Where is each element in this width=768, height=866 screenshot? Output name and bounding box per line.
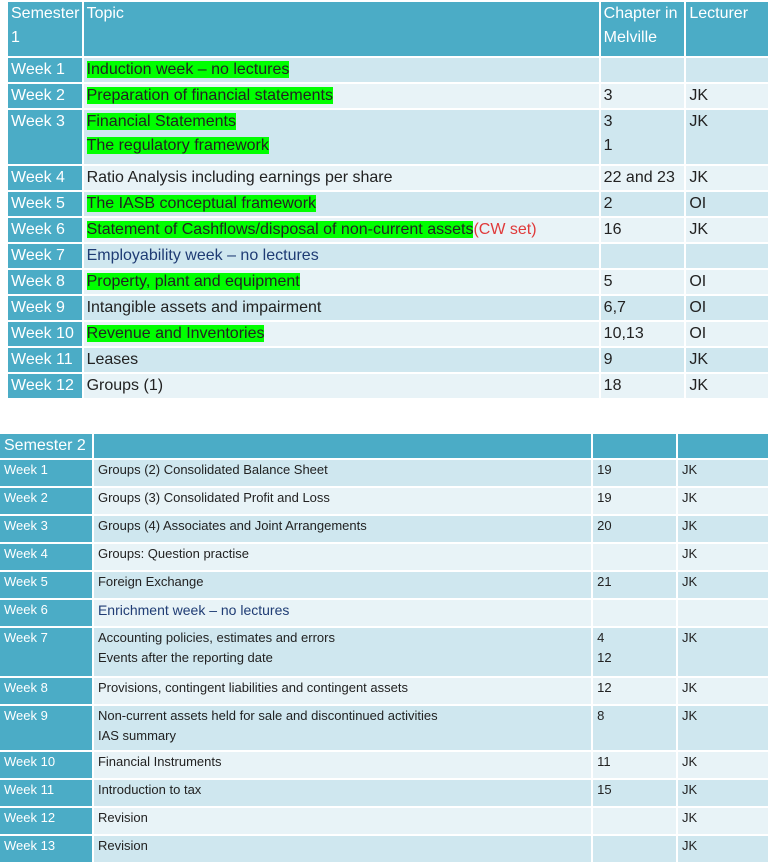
lecturer-cell: JK <box>686 110 768 164</box>
chapter-cell <box>601 244 685 268</box>
topic-cell: Foreign Exchange <box>94 572 591 598</box>
topic-text: Statement of Cashflows/disposal of non-current assets <box>86 221 474 238</box>
topic-text: Financial Statements <box>86 113 236 130</box>
topic-cell: Groups (4) Associates and Joint Arrangements <box>94 516 591 542</box>
chapter-cell <box>593 836 676 862</box>
chapter-cell: 19 <box>593 460 676 486</box>
lecturer-cell: JK <box>686 166 768 190</box>
semester2-header-empty <box>94 434 591 458</box>
chapter-cell <box>593 600 676 626</box>
table-row <box>0 706 768 750</box>
lecturer-cell: JK <box>678 488 768 514</box>
week-cell: Week 10 <box>0 752 92 778</box>
table-row <box>0 780 768 806</box>
lecturer-cell <box>678 600 768 626</box>
lecturer-cell: OI <box>686 192 768 216</box>
topic-text: Leases <box>86 351 139 368</box>
chapter-cell: 15 <box>593 780 676 806</box>
topic-cell: Revision <box>94 808 591 834</box>
table-row <box>0 628 768 676</box>
chapter-text: 3 <box>603 113 613 130</box>
week-cell: Week 12 <box>0 808 92 834</box>
semester1-header-row <box>8 2 768 56</box>
table-row <box>0 460 768 486</box>
chapter-cell: 6,7 <box>601 296 685 320</box>
week-cell: Week 9 <box>0 706 92 750</box>
lecturer-cell: JK <box>686 374 768 398</box>
table-row <box>8 58 768 82</box>
lecturer-cell <box>686 244 768 268</box>
week-cell: Week 5 <box>0 572 92 598</box>
chapter-cell: 20 <box>593 516 676 542</box>
topic-text: Groups (1) <box>86 377 164 394</box>
semester1-header-lecturer: Lecturer <box>686 2 768 56</box>
week-cell: Week 4 <box>8 166 82 190</box>
topic-text: The IASB conceptual framework <box>86 195 317 212</box>
table-row <box>8 244 768 268</box>
chapter-cell: 22 and 23 <box>601 166 685 190</box>
week-cell: Week 10 <box>8 322 82 346</box>
chapter-cell: 12 <box>593 678 676 704</box>
week-cell: Week 8 <box>0 678 92 704</box>
topic-text-2: IAS summary <box>97 728 176 743</box>
chapter-cell <box>593 544 676 570</box>
lecturer-cell: JK <box>678 460 768 486</box>
topic-text: Ratio Analysis including earnings per share <box>86 169 393 186</box>
week-cell: Week 12 <box>8 374 82 398</box>
topic-text: Enrichment week – no lectures <box>97 602 290 618</box>
semester2-header-empty <box>678 434 768 458</box>
topic-cell: Provisions, contingent liabilities and contingent assets <box>94 678 591 704</box>
week-cell: Week 6 <box>0 600 92 626</box>
table-row <box>8 348 768 372</box>
week-cell: Week 3 <box>0 516 92 542</box>
table-row <box>0 600 768 626</box>
table-row <box>8 296 768 320</box>
topic-text: Preparation of financial statements <box>86 87 333 104</box>
table-row <box>8 192 768 216</box>
table-row <box>0 572 768 598</box>
lecturer-cell: JK <box>678 836 768 862</box>
week-cell: Week 5 <box>8 192 82 216</box>
week-cell: Week 11 <box>8 348 82 372</box>
table-row <box>8 270 768 294</box>
week-cell: Week 9 <box>8 296 82 320</box>
week-cell: Week 7 <box>8 244 82 268</box>
cw-set-note: (CW set) <box>473 221 537 238</box>
week-cell: Week 1 <box>8 58 82 82</box>
lecturer-cell: JK <box>678 678 768 704</box>
table-row <box>0 808 768 834</box>
topic-text: Intangible assets and impairment <box>86 299 322 316</box>
semester2-header-semester: Semester 2 <box>0 434 92 458</box>
chapter-cell: 21 <box>593 572 676 598</box>
week-cell: Week 7 <box>0 628 92 676</box>
semester1-header-topic: Topic <box>84 2 599 56</box>
chapter-cell: 18 <box>601 374 685 398</box>
lecturer-cell: JK <box>678 628 768 676</box>
lecturer-cell: JK <box>678 706 768 750</box>
lecturer-cell: JK <box>678 572 768 598</box>
week-cell: Week 11 <box>0 780 92 806</box>
chapter-cell: 16 <box>601 218 685 242</box>
semester2-table <box>0 432 768 864</box>
topic-text-2: The regulatory framework <box>86 137 269 154</box>
lecturer-cell: OI <box>686 270 768 294</box>
chapter-text-2: 1 <box>603 137 613 154</box>
lecturer-cell: JK <box>686 348 768 372</box>
topic-text: Induction week – no lectures <box>86 61 290 78</box>
table-row <box>0 516 768 542</box>
chapter-cell <box>593 808 676 834</box>
lecturer-cell: JK <box>678 544 768 570</box>
lecturer-cell: JK <box>678 780 768 806</box>
lecturer-cell: JK <box>678 808 768 834</box>
topic-text-2: Events after the reporting date <box>97 650 273 665</box>
table-row <box>0 678 768 704</box>
table-row <box>8 218 768 242</box>
semester1-header-chapter: Chapter in Melville <box>601 2 685 56</box>
chapter-text: 4 <box>597 630 605 645</box>
table-row <box>0 752 768 778</box>
semester1-table <box>6 0 768 400</box>
semester2-header-row <box>0 434 768 458</box>
chapter-cell <box>601 58 685 82</box>
table-row <box>8 110 768 164</box>
week-cell: Week 1 <box>0 460 92 486</box>
topic-text: Employability week – no lectures <box>86 247 319 264</box>
lecturer-cell: JK <box>686 218 768 242</box>
lecturer-cell: OI <box>686 296 768 320</box>
lecturer-cell: JK <box>686 84 768 108</box>
week-cell: Week 2 <box>8 84 82 108</box>
table-row <box>8 84 768 108</box>
semester2-header-empty <box>593 434 676 458</box>
table-row <box>0 488 768 514</box>
lecturer-cell <box>686 58 768 82</box>
table-row <box>0 544 768 570</box>
chapter-cell: 2 <box>601 192 685 216</box>
lecturer-cell: OI <box>686 322 768 346</box>
chapter-text-2: 12 <box>597 650 612 665</box>
chapter-cell: 10,13 <box>601 322 685 346</box>
topic-text: Property, plant and equipment <box>86 273 300 290</box>
week-cell: Week 6 <box>8 218 82 242</box>
chapter-cell: 9 <box>601 348 685 372</box>
lecturer-cell: JK <box>678 752 768 778</box>
week-cell: Week 13 <box>0 836 92 862</box>
topic-cell: Groups (3) Consolidated Profit and Loss <box>94 488 591 514</box>
topic-cell: Revision <box>94 836 591 862</box>
table-row <box>8 166 768 190</box>
table-row <box>0 836 768 862</box>
topic-text: Accounting policies, estimates and errors <box>97 630 335 645</box>
semester1-header-semester: Semester 1 <box>8 2 82 56</box>
topic-text: Revenue and Inventories <box>86 325 265 342</box>
topic-cell: Financial Instruments <box>94 752 591 778</box>
week-cell: Week 2 <box>0 488 92 514</box>
week-cell: Week 8 <box>8 270 82 294</box>
chapter-cell: 3 <box>601 84 685 108</box>
week-cell: Week 4 <box>0 544 92 570</box>
topic-text: Non-current assets held for sale and discontinued activities <box>97 708 438 723</box>
lecturer-cell: JK <box>678 516 768 542</box>
week-cell: Week 3 <box>8 110 82 164</box>
topic-cell: Groups (2) Consolidated Balance Sheet <box>94 460 591 486</box>
table-row <box>8 322 768 346</box>
chapter-cell: 11 <box>593 752 676 778</box>
table-row <box>8 374 768 398</box>
chapter-cell: 8 <box>593 706 676 750</box>
chapter-cell: 19 <box>593 488 676 514</box>
chapter-cell: 5 <box>601 270 685 294</box>
topic-cell: Groups: Question practise <box>94 544 591 570</box>
topic-cell: Introduction to tax <box>94 780 591 806</box>
